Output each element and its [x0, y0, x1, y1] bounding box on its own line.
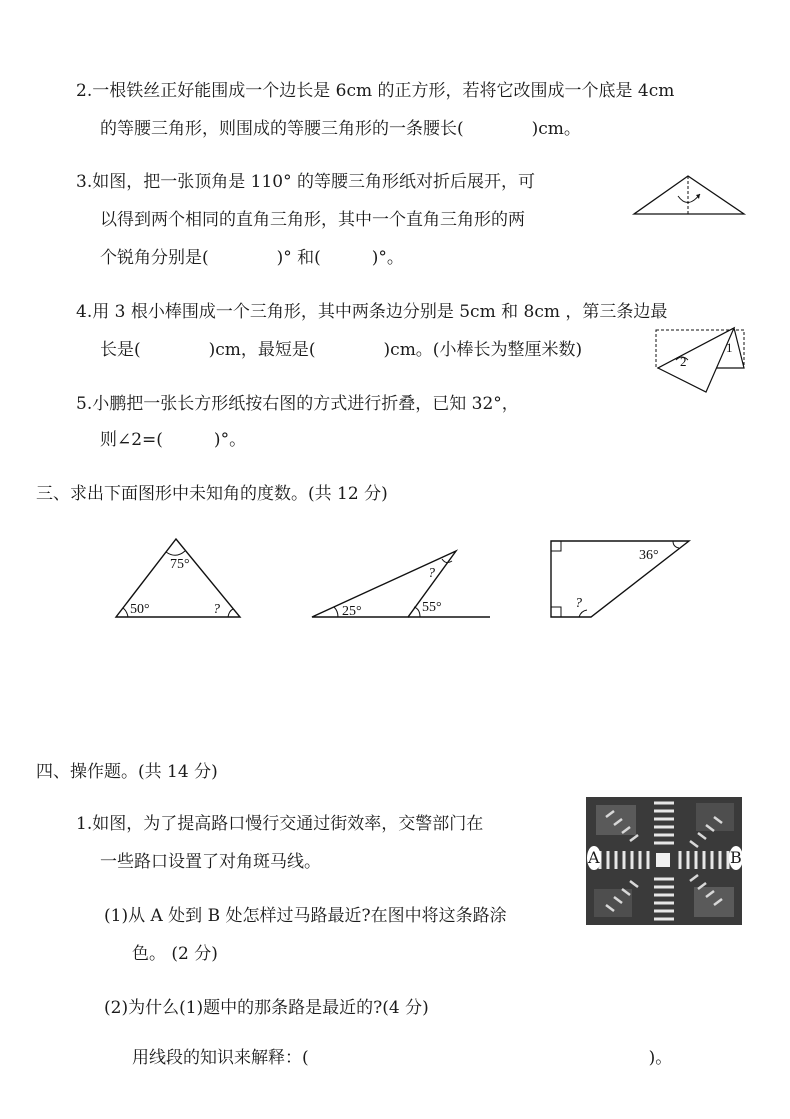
s4-sub1-line-2: 色。 (2 分) — [132, 944, 218, 964]
section-4-heading: 四、操作题。(共 14 分) — [36, 762, 218, 782]
isosceles-triangle-shape — [634, 176, 744, 214]
q3-line-1: 3.如图，把一张顶角是 110° 的等腰三角形纸对折后展开，可 — [76, 172, 535, 192]
q5-line-2: 则∠2=( )°。 — [100, 430, 247, 450]
trapezoid-shape — [551, 541, 689, 617]
point-b-label: B — [729, 846, 743, 870]
q2-line-2: 的等腰三角形，则围成的等腰三角形的一条腰长( )cm。 — [100, 119, 581, 139]
q3-line-3: 个锐角分别是( )° 和( )°。 — [100, 248, 404, 268]
crosswalk-photo[interactable] — [586, 797, 742, 925]
triangle-1-right-angle: ? — [213, 602, 220, 617]
q4-line-1: 4.用 3 根小棒围成一个三角形，其中两条边分别是 5cm 和 8cm ，第三条边最 — [76, 302, 668, 322]
point-a-label: A — [587, 846, 601, 870]
angle-1-label: 1 — [726, 340, 733, 355]
right-angle-mark-top — [551, 541, 561, 551]
q4-line-2: 长是( )cm，最短是( )cm。(小棒长为整厘米数) — [100, 340, 583, 360]
trapezoid-bottom-angle: ? — [575, 596, 582, 611]
triangle-1-top-angle: 75° — [170, 557, 190, 572]
q2-line-1: 2.一根铁丝正好能围成一个边长是 6cm 的正方形，若将它改围成一个底是 4cm — [76, 81, 675, 101]
triangle-figure-2 — [308, 545, 493, 625]
intersection-center-mark — [656, 853, 670, 867]
s4-answer-line: 用线段的知识来解释：( )。 — [132, 1048, 673, 1068]
triangle-2-top-angle: ? — [428, 566, 435, 581]
triangle-1-left-angle: 50° — [130, 602, 150, 617]
angle-2-label: 2 — [680, 354, 687, 369]
q3-line-2: 以得到两个相同的直角三角形，其中一个直角三角形的两 — [100, 210, 525, 230]
trapezoid-figure — [545, 535, 695, 625]
triangle-figure-1 — [110, 535, 250, 625]
q5-line-1: 5.小鹏把一张长方形纸按右图的方式进行折叠，已知 32°， — [76, 394, 519, 414]
s4-q1-line-1: 1.如图，为了提高路口慢行交通过街效率，交警部门在 — [76, 814, 484, 834]
trapezoid-top-angle: 36° — [639, 548, 659, 563]
folded-triangle-figure — [630, 170, 750, 220]
s4-sub2: (2)为什么(1)题中的那条路是最近的?(4 分) — [104, 998, 429, 1018]
s4-sub1-line-1: (1)从 A 处到 B 处怎样过马路最近?在图中将这条路涂 — [104, 906, 507, 926]
triangle-2-left-angle: 25° — [342, 604, 362, 619]
triangle-2-exterior-angle: 55° — [422, 600, 442, 615]
s4-q1-line-2: 一些路口设置了对角斑马线。 — [100, 852, 321, 872]
section-3-heading: 三、求出下面图形中未知角的度数。(共 12 分) — [36, 484, 388, 504]
folded-flap-shape — [658, 328, 734, 392]
right-angle-mark-bottom — [551, 607, 561, 617]
folded-rectangle-figure — [652, 324, 752, 396]
